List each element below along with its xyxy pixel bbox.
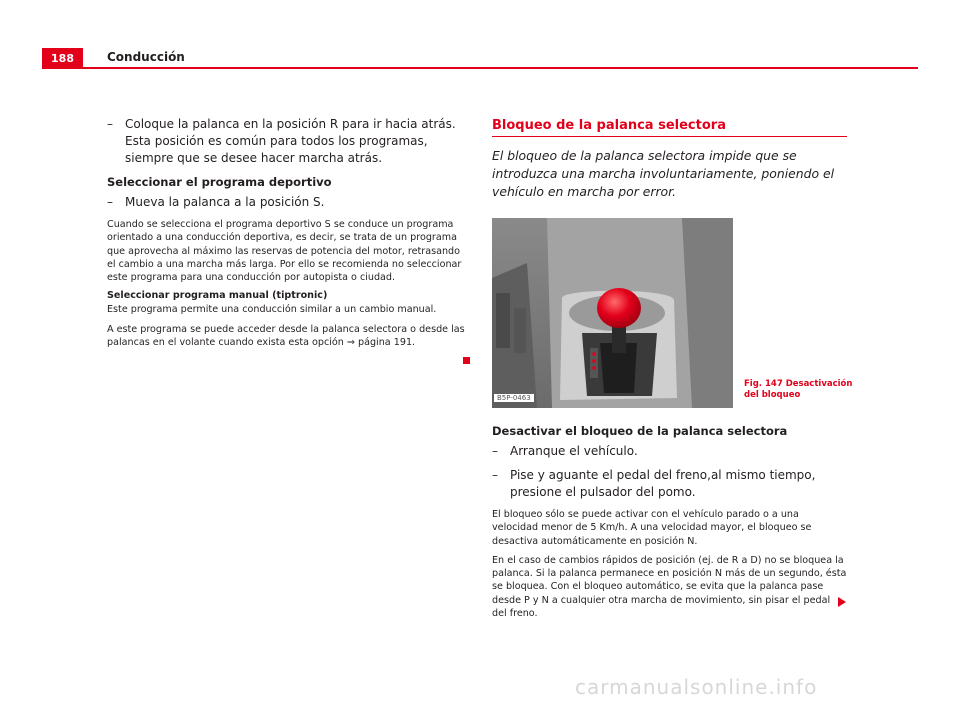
figure-caption: Fig. 147 Desactivación del bloqueo xyxy=(744,379,853,400)
chapter-title: Conducción xyxy=(107,50,185,64)
sport-text: Cuando se selecciona el programa deportivo S se conduce un programa orientado a una conducción deportiva, es decir, se trata de un programa que aprovecha al máximo las reservas de potencia del motor, retrasando el cambio a una marcha más larga. Por ello se recomienda no seleccionar este programa para una conducción por autopista o ciudad. xyxy=(107,219,462,284)
header-divider xyxy=(42,67,918,69)
gear-selector-photo xyxy=(492,218,733,408)
dash-bullet: – xyxy=(492,444,498,458)
lock-speed-text: El bloqueo sólo se puede activar con el vehículo parado o a una velocidad menor de 5 Km/h. A una velocidad mayor, el bloqueo se desactiva automáticamente en posición N. xyxy=(492,509,812,547)
list-item xyxy=(107,194,465,211)
sport-heading: Seleccionar el programa deportivo xyxy=(107,175,332,189)
dash-bullet: – xyxy=(492,468,498,482)
figure-code: B5P-0463 xyxy=(494,394,534,402)
reverse-instruction: Coloque la palanca en la posición R para ir hacia atrás. Esta posición es común para todos los programas, siempre que se desee hacer marcha atrás. xyxy=(125,117,456,165)
step-brake: Pise y aguante el pedal del freno,al mismo tiempo, presione el pulsador del pomo. xyxy=(510,468,816,499)
paddle-text: A este programa se puede acceder desde la palanca selectora o desde las palancas en el volante cuando exista esta opción ⇒ página 191. xyxy=(107,323,465,349)
right-column xyxy=(492,116,853,626)
quick-change-text: En el caso de cambios rápidos de posición (ej. de R a D) no se bloquea la palanca. Si la palanca permanece en posición N más de un segundo, ésta se bloquea. Con el bloqueo automático, se evita que la palanca pase desde P y N a cualquier otra marcha de movimiento, sin pisar el pedal del freno. xyxy=(492,554,847,620)
dash-bullet: – xyxy=(107,195,113,209)
section-intro: El bloqueo de la palanca selectora impide que se introduzca una marcha involuntariamente, poniendo el vehículo en marcha por error. xyxy=(492,148,835,199)
sport-instruction: Mueva la palanca a la posición S. xyxy=(125,195,325,209)
figure xyxy=(492,218,853,408)
watermark: carmanualsonline.info xyxy=(575,675,818,699)
page-number: 188 xyxy=(42,48,83,68)
manual-heading: Seleccionar programa manual (tiptronic) xyxy=(107,290,328,302)
continue-arrow-icon xyxy=(838,597,846,607)
step-start: Arranque el vehículo. xyxy=(510,444,638,458)
section-divider xyxy=(492,136,847,137)
list-item xyxy=(492,443,847,460)
list-item xyxy=(107,116,465,167)
manual-text: Este programa permite una conducción similar a un cambio manual. xyxy=(107,304,437,316)
section-end-marker xyxy=(463,357,470,364)
deactivate-heading: Desactivar el bloqueo de la palanca selectora xyxy=(492,424,788,438)
left-column xyxy=(107,116,465,355)
dash-bullet: – xyxy=(107,117,113,131)
list-item xyxy=(492,467,847,501)
section-title: Bloqueo de la palanca selectora xyxy=(492,118,726,133)
